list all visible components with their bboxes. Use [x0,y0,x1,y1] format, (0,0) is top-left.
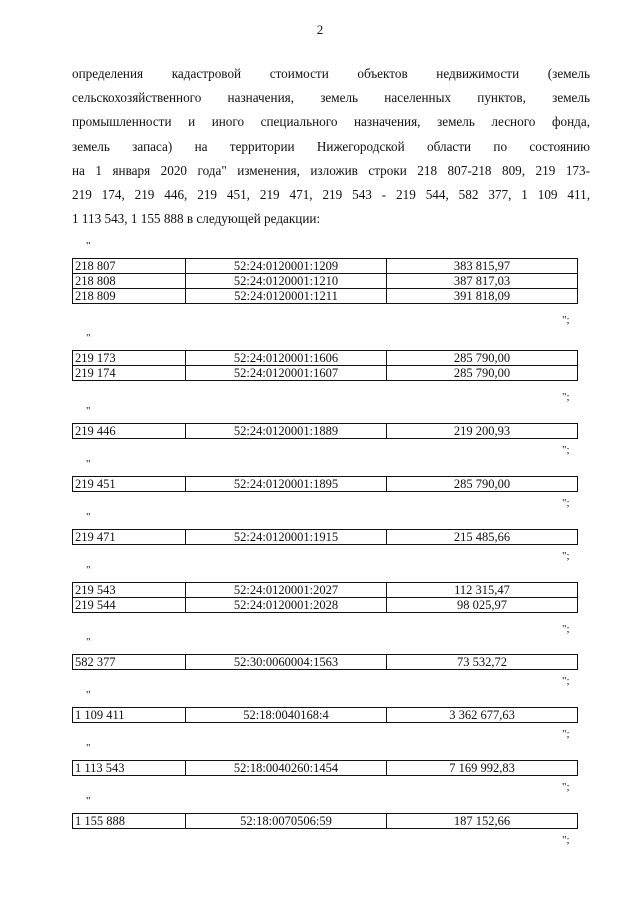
cadastral-value: 112 315,47 [387,583,578,598]
cadastral-number: 52:18:0040260:1454 [186,761,387,776]
open-quote: " [86,636,91,648]
close-quote: "; [562,444,570,456]
cadastral-number: 52:24:0120001:2028 [186,598,387,613]
row-number: 1 155 888 [73,814,186,829]
row-number: 219 446 [73,424,186,439]
cadastral-number: 52:24:0120001:1915 [186,530,387,545]
close-quote: "; [562,675,570,687]
intro-line: земель запаса) на территории Нижегородской области по состоянию [72,138,590,154]
row-number: 218 809 [73,289,186,304]
intro-line: сельскохозяйственного назначения, земель населенных пунктов, земель [72,90,590,106]
row-number: 218 807 [73,259,186,274]
row-number: 219 173 [73,351,186,366]
table-row [73,761,578,776]
cadastral-number: 52:24:0120001:1895 [186,477,387,492]
cadastral-table [72,423,578,439]
cadastral-table [72,582,578,613]
cadastral-number: 52:24:0120001:1210 [186,274,387,289]
intro-line: на 1 января 2020 года" изменения, изложив строки 218 807-218 809, 219 173- [72,162,590,178]
cadastral-number: 52:24:0120001:2027 [186,583,387,598]
open-quote: " [86,742,91,754]
close-quote: "; [562,623,570,635]
cadastral-value: 391 818,09 [387,289,578,304]
cadastral-number: 52:30:0060004:1563 [186,655,387,670]
row-number: 219 174 [73,366,186,381]
close-quote: "; [562,391,570,403]
table-row [73,530,578,545]
row-number: 582 377 [73,655,186,670]
cadastral-table [72,529,578,545]
table-row [73,259,578,274]
cadastral-number: 52:24:0120001:1607 [186,366,387,381]
table-row [73,366,578,381]
close-quote: "; [562,497,570,509]
cadastral-number: 52:18:0040168:4 [186,708,387,723]
cadastral-value: 383 815,97 [387,259,578,274]
cadastral-value: 285 790,00 [387,366,578,381]
cadastral-value: 285 790,00 [387,351,578,366]
open-quote: " [86,332,91,344]
open-quote: " [86,795,91,807]
table-row [73,274,578,289]
cadastral-value: 215 485,66 [387,530,578,545]
cadastral-table [72,350,578,381]
close-quote: "; [562,834,570,846]
intro-line: определения кадастровой стоимости объектов недвижимости (земель [72,66,590,81]
cadastral-value: 3 362 677,63 [387,708,578,723]
cadastral-table [72,760,578,776]
cadastral-table [72,654,578,670]
table-row [73,351,578,366]
table-row [73,477,578,492]
intro-line: 1 113 543, 1 155 888 в следующей редакции: [72,211,321,227]
close-quote: "; [562,314,570,326]
close-quote: "; [562,728,570,740]
cadastral-table [72,813,578,829]
cadastral-table [72,707,578,723]
cadastral-number: 52:24:0120001:1889 [186,424,387,439]
table-row [73,708,578,723]
cadastral-value: 73 532,72 [387,655,578,670]
cadastral-value: 219 200,93 [387,424,578,439]
row-number: 1 109 411 [73,708,186,723]
intro-line: промышленности и иного специального назначения, земель лесного фонда, [72,114,590,130]
cadastral-value: 285 790,00 [387,477,578,492]
row-number: 219 471 [73,530,186,545]
open-quote: " [86,458,91,470]
open-quote: " [86,405,91,417]
intro-line: 219 174, 219 446, 219 451, 219 471, 219 543 - 219 544, 582 377, 1 109 411, [72,187,590,203]
row-number: 219 544 [73,598,186,613]
cadastral-value: 187 152,66 [387,814,578,829]
table-row [73,583,578,598]
row-number: 218 808 [73,274,186,289]
row-number: 219 543 [73,583,186,598]
cadastral-number: 52:24:0120001:1209 [186,259,387,274]
close-quote: "; [562,781,570,793]
cadastral-value: 98 025,97 [387,598,578,613]
open-quote: " [86,511,91,523]
cadastral-number: 52:18:0070506:59 [186,814,387,829]
cadastral-table [72,258,578,304]
open-quote: " [86,564,91,576]
table-row [73,289,578,304]
open-quote: " [86,689,91,701]
close-quote: "; [562,550,570,562]
table-row [73,598,578,613]
intro-paragraph [72,62,590,231]
table-row [73,814,578,829]
table-row [73,424,578,439]
row-number: 219 451 [73,477,186,492]
cadastral-number: 52:24:0120001:1211 [186,289,387,304]
open-quote: " [86,240,91,252]
row-number: 1 113 543 [73,761,186,776]
page-number: 2 [316,22,324,37]
cadastral-table [72,476,578,492]
table-row [73,655,578,670]
cadastral-value: 387 817,03 [387,274,578,289]
cadastral-value: 7 169 992,83 [387,761,578,776]
cadastral-number: 52:24:0120001:1606 [186,351,387,366]
